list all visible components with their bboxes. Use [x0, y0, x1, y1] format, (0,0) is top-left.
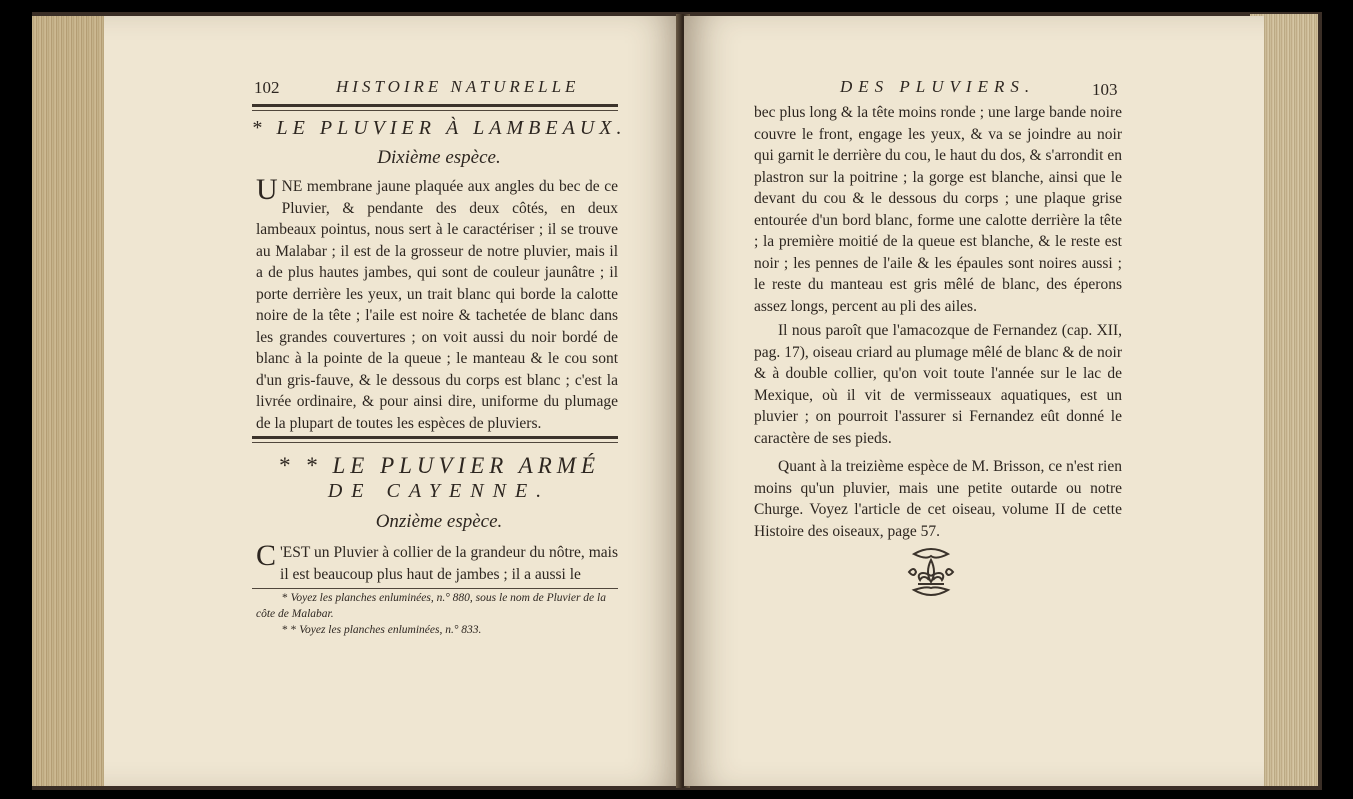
- section-title-arme: * * LE PLUVIER ARMÉ: [278, 453, 600, 478]
- footnote-rule: [252, 588, 618, 589]
- section1-paragraph: [256, 173, 618, 434]
- page-number: 103: [1092, 80, 1118, 99]
- left-page-edges: [32, 16, 110, 786]
- left-page: [104, 16, 682, 786]
- header-rule-thin: [252, 110, 618, 111]
- header-rule: [252, 104, 618, 107]
- paragraph-2: Il nous paroît que l'amacozque de Fernandez (cap. XII, pag. 17), oiseau criard au plumage mêlé de blanc & de noir & à double collier, qu'on voit toute l'année sur le lac de Mexique, où il vit de vermisseaux aquatiques, est un pluvier ; on pourroit l'assurer si Fernandez eût donné le caractère de ses pieds.: [754, 322, 1122, 447]
- drop-cap: U: [256, 173, 278, 206]
- fleur-de-lis-ornament-icon: [906, 546, 956, 598]
- running-head: HISTOIRE NATURELLE: [336, 77, 580, 96]
- drop-cap: C: [256, 539, 277, 572]
- paragraph-3: Quant à la treizième espèce de M. Brisson, ce n'est rien moins qu'un pluvier, mais une petite outarde ou notre Churge. Voyez l'article de cet oiseau, volume II de cette Histoire des oiseaux, page 57.: [754, 458, 1122, 540]
- section-title-lambeaux: * LE PLUVIER À LAMBEAUX.: [251, 117, 627, 139]
- page-number: 102: [254, 78, 280, 97]
- section2-paragraph: [256, 539, 618, 585]
- section-subtitle-onzieme: Onzième espèce.: [375, 511, 503, 532]
- section-rule: [252, 436, 618, 439]
- right-page: [684, 16, 1264, 786]
- section2-text: 'EST un Pluvier à collier de la grandeur du nôtre, mais il est beaucoup plus haut de jambes ; il a aussi le: [280, 544, 618, 583]
- footnote-2: * * Voyez les planches enluminées, n.° 833.: [282, 624, 482, 636]
- section1-text: NE membrane jaune plaquée aux angles du bec de ce Pluvier, & pendante des deux côtés, en deux lambeaux pointus, nous sert à le caractériser ; il se trouve au Malabar ; il est de la grosseur de notre pluvier, mais il a de plus hautes jambes, qui sont de couleur jaunâtre ; il porte derrière les yeux, un trait blanc qui borde la calotte noire de la tête ; l'aile est noire & tachetée de blanc dans les grandes couvertures ; on voit aussi du noir bordé de blanc à la pointe de la queue ; le manteau & le cou sont d'un gris-fauve, & le dessous du corps est blanc ; c'est la livrée ordinaire, & pour ainsi dire, uniforme du plumage de la plupart de toutes les espèces de pluviers.: [256, 178, 618, 432]
- section-rule-thin: [252, 442, 618, 443]
- running-head: DES PLUVIERS.: [840, 77, 1036, 96]
- paragraph-1: bec plus long & la tête moins ronde ; une large bande noire couvre le front, engage les yeux, & va se joindre au noir qui garnit le derrière du cou, le haut du dos, & s'arrondit en plastron sur la poitrine ; la gorge est blanche, ainsi que le devant du cou & le dessous du corps ; une plaque grise entourée d'un bord blanc, forme une calotte derrière la tête ; la première moitié de la queue est blanche, & le reste est noir ; les pennes de l'aile & les épaules sont noires aussi ; le reste du manteau est gris mêlé de blanc, des éperons assez longs, percent au pli des ailes.: [754, 104, 1122, 315]
- footnote-1: * Voyez les planches enluminées, n.° 880, sous le nom de Pluvier de la côte de Malabar.: [256, 592, 606, 620]
- section-subtitle-dixieme: Dixième espèce.: [377, 147, 501, 168]
- section-title-cayenne: DE CAYENNE.: [327, 480, 551, 502]
